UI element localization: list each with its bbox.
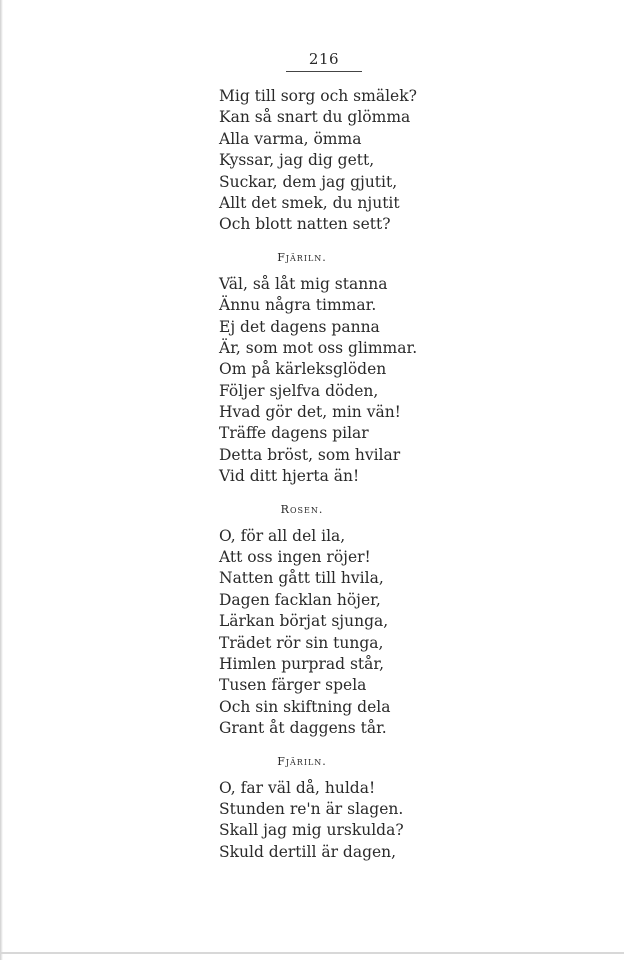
- stanza-fjariln-1: [219, 250, 479, 488]
- poem-line: Kan så snart du glömma: [219, 108, 411, 127]
- speaker-heading: Fjäriln.: [277, 754, 327, 768]
- poem-text: [219, 86, 479, 863]
- poem-line: Skuld dertill är dagen,: [219, 842, 397, 861]
- poem-line: Trädet rör sin tunga,: [219, 633, 384, 652]
- poem-line: Ännu några timmar.: [219, 296, 377, 315]
- poem-line: Hvad gör det, min vän!: [219, 403, 401, 422]
- page-number-rule: [286, 71, 362, 72]
- poem-line: Är, som mot oss glimmar.: [219, 338, 418, 357]
- opening-stanza: [219, 86, 479, 236]
- poem-line: Grant åt daggens tår.: [219, 719, 387, 738]
- poem-line: Alla varma, ömma: [219, 129, 362, 148]
- poem-line: Kyssar, jag dig gett,: [219, 151, 375, 170]
- poem-line: Och blott natten sett?: [219, 215, 391, 234]
- poem-line: Väl, så låt mig stanna: [219, 274, 388, 293]
- speaker-heading: Fjäriln.: [277, 250, 327, 264]
- page-bottom-edge: [0, 952, 624, 954]
- poem-line: Följer sjelfva döden,: [219, 381, 379, 400]
- speaker-heading: Rosen.: [280, 502, 324, 516]
- poem-line: Träffe dagens pilar: [219, 424, 369, 443]
- poem-line: Vid ditt hjerta än!: [219, 467, 360, 486]
- poem-line: Ej det dagens panna: [219, 317, 380, 336]
- poem-line: Skall jag mig urskulda?: [219, 821, 404, 840]
- stanza-rosen: [219, 502, 479, 740]
- poem-line: Stunden re'n är slagen.: [219, 799, 404, 818]
- poem-line: Lärkan börjat sjunga,: [219, 612, 389, 631]
- poem-line: Detta bröst, som hvilar: [219, 445, 401, 464]
- poem-line: Dagen facklan höjer,: [219, 590, 381, 609]
- poem-line: O, för all del ila,: [219, 526, 346, 545]
- poem-line: Och sin skiftning dela: [219, 697, 391, 716]
- poem-line: Mig till sorg och smälek?: [219, 87, 417, 105]
- poem-line: Himlen purprad står,: [219, 654, 385, 673]
- page-left-shadow: [0, 0, 3, 960]
- poem-line: Tusen färger spela: [219, 676, 367, 695]
- poem-line: Allt det smek, du njutit: [219, 193, 400, 212]
- poem-line: O, far väl då, hulda!: [219, 778, 376, 797]
- poem-line: Om på kärleksglöden: [219, 360, 387, 379]
- poem-line: Suckar, dem jag gjutit,: [219, 172, 398, 191]
- stanza-fjariln-2: [219, 754, 479, 864]
- poem-line: Att oss ingen röjer!: [219, 548, 371, 567]
- page-number: 216: [308, 50, 340, 68]
- poem-line: Natten gått till hvila,: [219, 569, 384, 588]
